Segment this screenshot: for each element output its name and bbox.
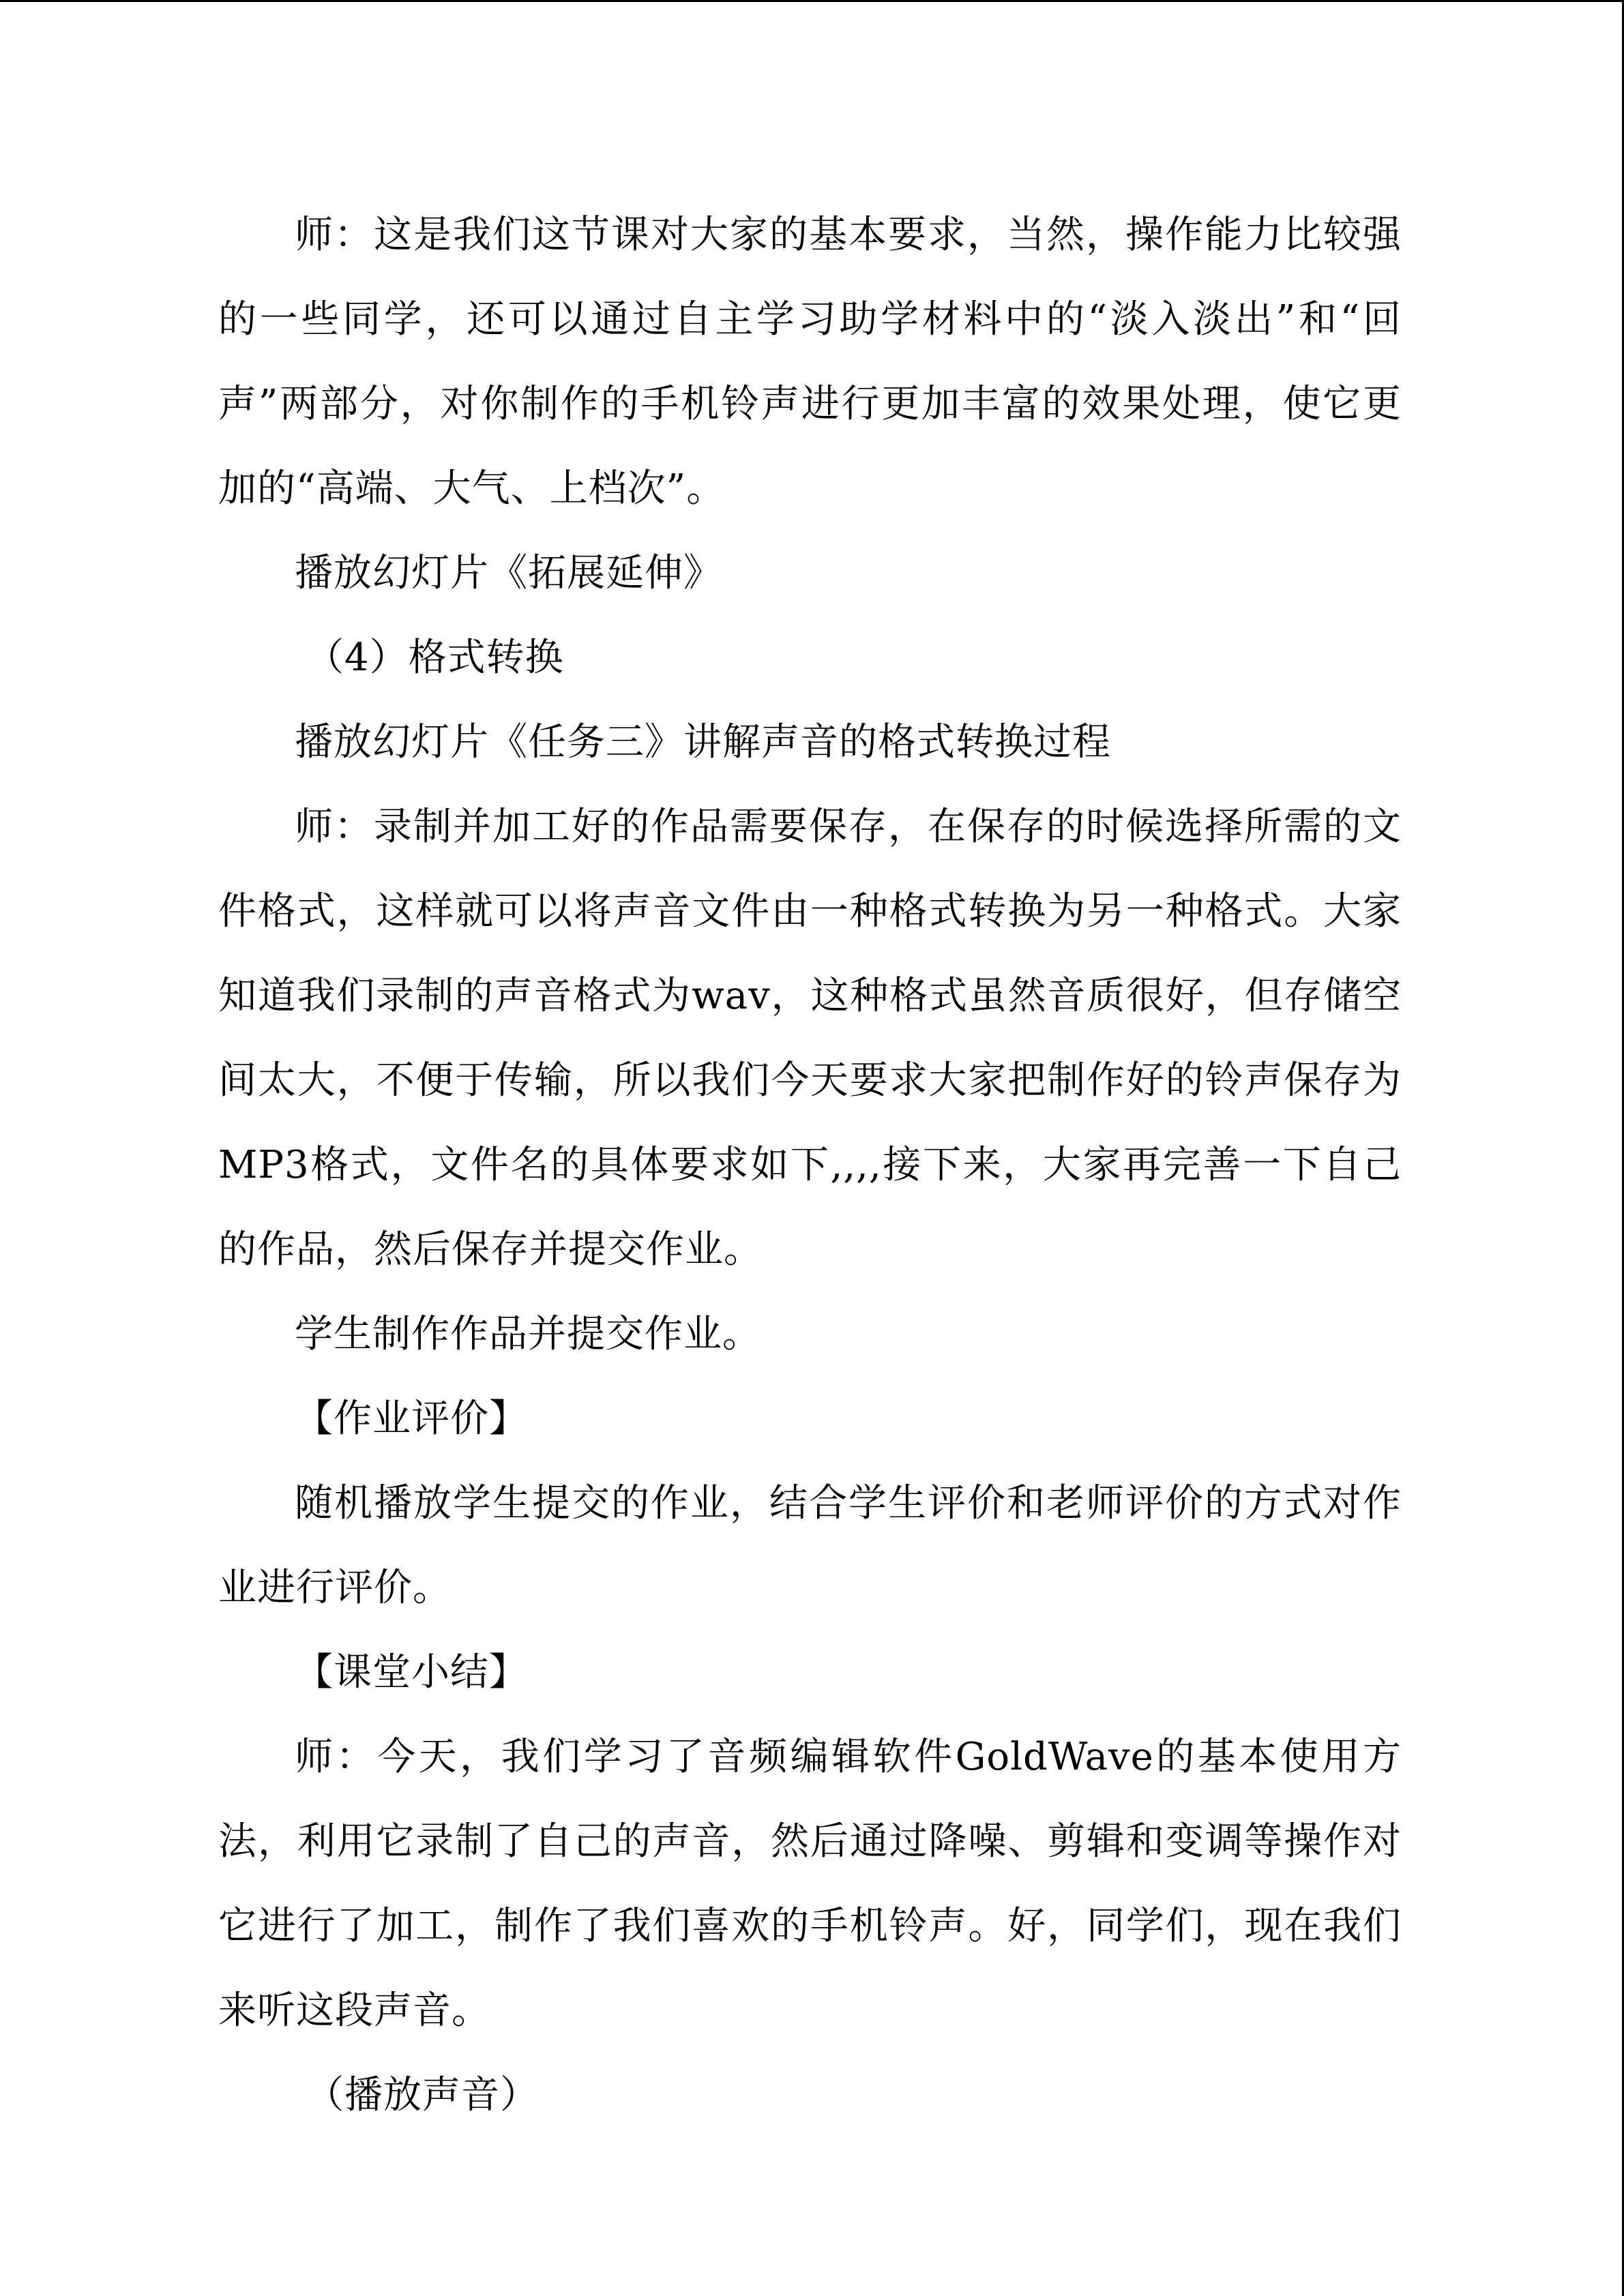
paragraph-play-slide-task-three: 播放幻灯片《任务三》讲解声音的格式转换过程 (295, 720, 1111, 764)
paragraph-play-slide-extension: 播放幻灯片《拓展延伸》 (295, 551, 722, 595)
paragraph-teacher-summary: 师：今天，我们学习了音频编辑软件GoldWave的基本使用方法，利用它录制了自己的声音，然后通过降噪、剪辑和变调等操作对它进行了加工，制作了我们喜欢的手机铃声。好，同学们，现在我们来听这段声音。 (218, 1735, 1402, 2033)
paragraph-students-submit: 学生制作作品并提交作业。 (295, 1312, 761, 1356)
paragraph-teacher-save-format: 师：录制并加工好的作品需要保存，在保存的时候选择所需的文件格式，这样就可以将声音文件由一种格式转换为另一种格式。大家知道我们录制的声音格式为wav，这种格式虽然音质很好，但存储空间太大，不便于传输，所以我们今天要求大家把制作好的铃声保存为MP3格式，文件名的具体要求如下,,,,接下来，大家再完善一下自己的作品，然后保存并提交作业。 (218, 805, 1402, 1272)
heading-homework-evaluation: 【作业评价】 (295, 1397, 528, 1441)
heading-class-summary: 【课堂小结】 (295, 1650, 528, 1695)
paragraph-teacher-requirements: 师：这是我们这节课对大家的基本要求，当然，操作能力比较强的一些同学，还可以通过自主学习助学材料中的“淡入淡出”和“回声”两部分，对你制作的手机铃声进行更加丰富的效果处理，使它更加的“高端、大气、上档次”。 (218, 213, 1402, 511)
paragraph-random-playback: 随机播放学生提交的作业，结合学生评价和老师评价的方式对作业进行评价。 (218, 1481, 1402, 1610)
heading-format-conversion: （4）格式转换 (306, 636, 564, 680)
paragraph-play-sound: （播放声音） (306, 2073, 539, 2117)
document-body (218, 193, 1402, 2138)
